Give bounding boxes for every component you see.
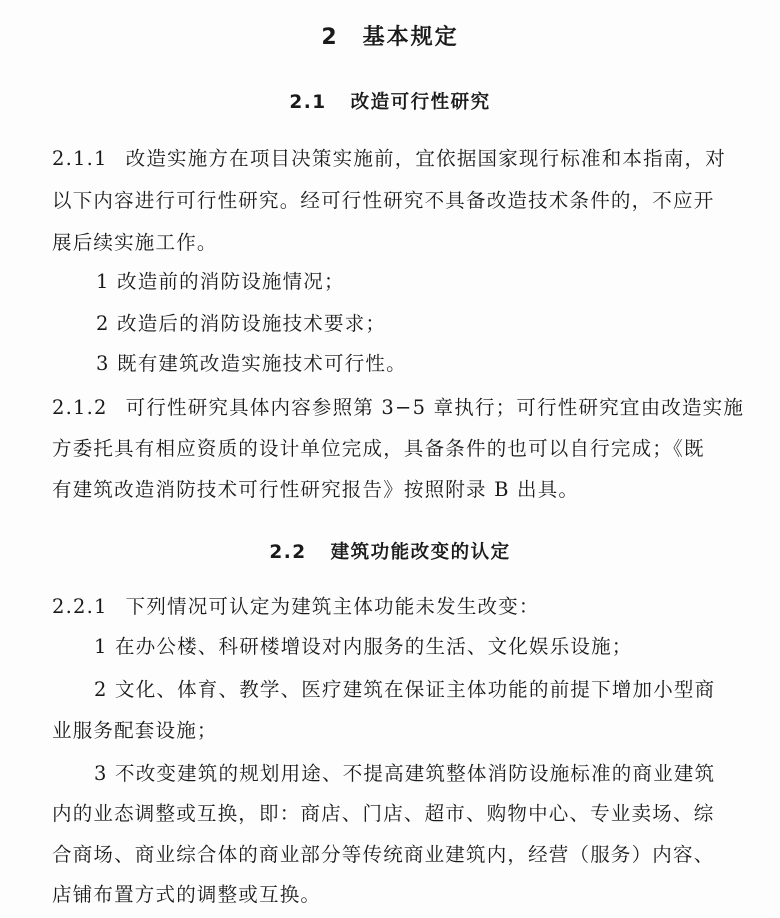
clause-2-2-1-item-3-line-4: 店铺布置方式的调整或互换。	[52, 883, 322, 906]
clause-2-1-2-line-3: 有建筑改造消防技术可行性研究报告》按照附录 B 出具。	[52, 478, 580, 501]
section-2-2-number: 2.2	[269, 542, 307, 563]
clause-2-1-1-item-3: 3 既有建筑改造实施技术可行性。	[96, 352, 407, 375]
clause-2-2-1-item-1: 1 在办公楼、科研楼增设对内服务的生活、文化娱乐设施；	[94, 635, 633, 658]
clause-2-1-1-line-3: 展后续实施工作。	[52, 231, 218, 254]
chapter-title-text: 基本规定	[362, 25, 459, 50]
clause-2-2-1-item-3-line-2: 内的业态调整或互换，即：商店、门店、超市、购物中心、专业卖场、综	[52, 802, 715, 825]
clause-2-2-1-line-1	[52, 597, 540, 617]
clause-2-1-1-item-2: 2 改造后的消防设施技术要求；	[96, 312, 387, 335]
section-2-2-title: 建筑功能改变的认定	[330, 542, 511, 563]
chapter-number: 2	[321, 25, 339, 50]
clause-2-2-1-item-2-line-1: 2 文化、体育、教学、医疗建筑在保证主体功能的前提下增加小型商	[94, 678, 716, 701]
clause-2-1-1-line-2: 以下内容进行可行性研究。经可行性研究不具备改造技术条件的，不应开	[52, 189, 715, 212]
section-2-1-title: 改造可行性研究	[350, 92, 491, 113]
clause-2-2-1-number: 2.2.1	[52, 595, 108, 618]
clause-2-1-1-line-1	[52, 149, 726, 169]
clause-2-1-2-number: 2.1.2	[52, 396, 108, 419]
clause-2-1-2-line-2: 方委托具有相应资质的设计单位完成，具备条件的也可以自行完成；《既	[52, 437, 705, 460]
clause-2-2-1-item-3-line-1: 3 不改变建筑的规划用途、不提高建筑整体消防设施标准的商业建筑	[94, 762, 716, 785]
clause-2-1-2-line-1	[52, 398, 744, 418]
clause-2-1-1-text-1: 改造实施方在项目决策实施前，宜依据国家现行标准和本指南，对	[125, 147, 726, 170]
chapter-title	[0, 20, 780, 51]
section-2-2-heading	[0, 538, 780, 564]
clause-2-1-1-number: 2.1.1	[52, 147, 108, 170]
section-2-1-heading	[0, 88, 780, 114]
clause-2-1-2-text-1: 可行性研究具体内容参照第 3−5 章执行；可行性研究宜由改造实施	[125, 396, 745, 419]
section-2-1-number: 2.1	[289, 92, 327, 113]
clause-2-2-1-text-1: 下列情况可认定为建筑主体功能未发生改变：	[125, 595, 540, 618]
clause-2-2-1-item-3-line-3: 合商场、商业综合体的商业部分等传统商业建筑内，经营（服务）内容、	[52, 843, 715, 866]
clause-2-2-1-item-2-line-2: 业服务配套设施；	[52, 719, 218, 742]
clause-2-1-1-item-1: 1 改造前的消防设施情况；	[96, 270, 345, 293]
